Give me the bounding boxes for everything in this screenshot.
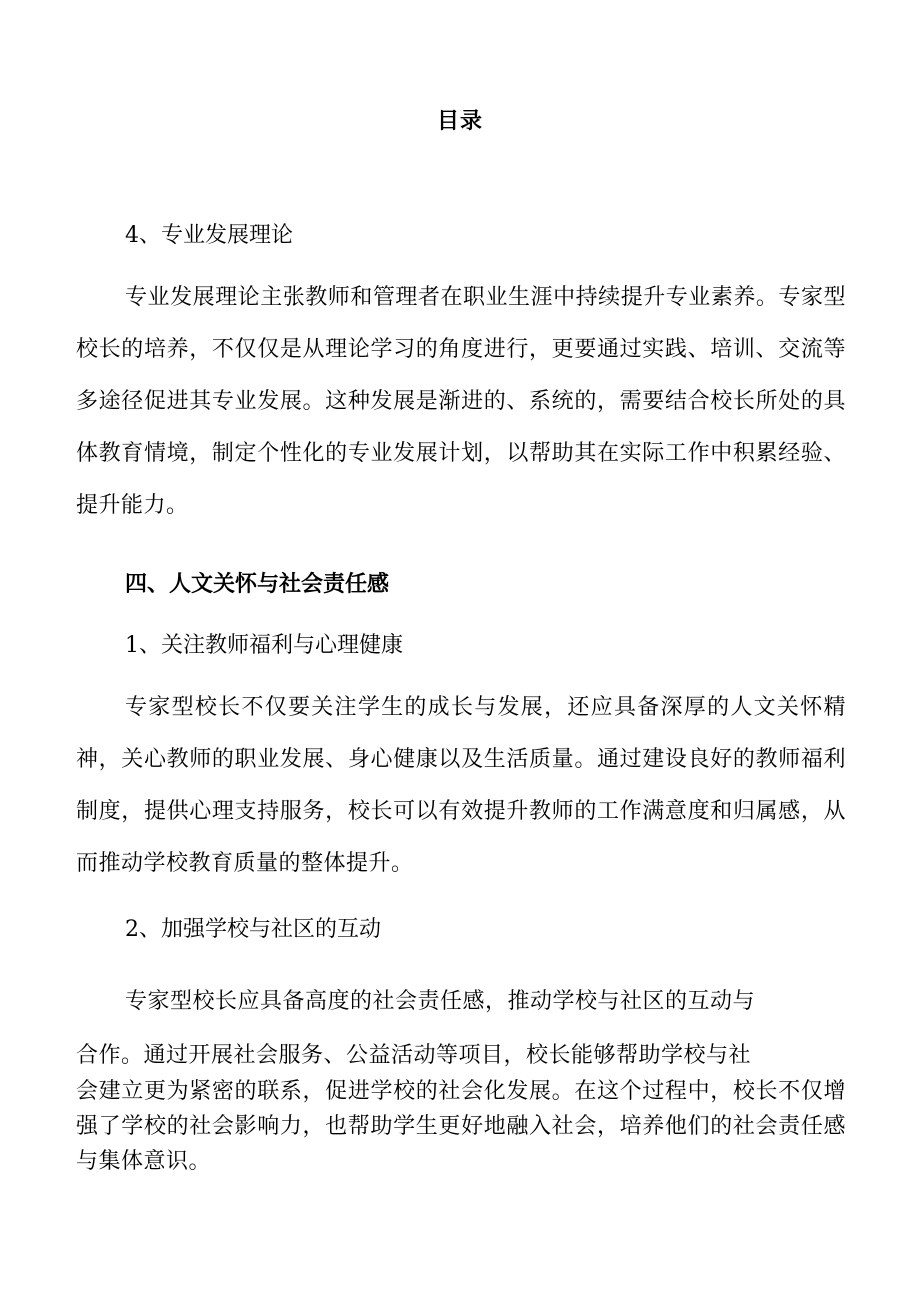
paragraph-school-community-line-1: 专家型校长应具备高度的社会责任感，推动学校与社区的互动与 xyxy=(125,989,756,1014)
chapter-heading-humanistic-care: 四、人文关怀与社会责任感 xyxy=(125,571,390,597)
paragraph-school-community-line-2: 合作。通过开展社会服务、公益活动等项目，校长能够帮助学校与社 xyxy=(76,1043,752,1068)
subheading-teacher-welfare: 1、关注教师福利与心理健康 xyxy=(125,633,403,658)
subheading-school-community: 2、加强学校与社区的互动 xyxy=(125,917,381,942)
paragraph-professional-development: 专业发展理论主张教师和管理者在职业生涯中持续提升专业素养。专家型校长的培养，不仅仅是从理论学习的角度进行，更要通过实践、培训、交流等多途径促进其专业发展。这种发展是渐进的、系统的，需要结合校长所处的具体教育情境，制定个性化的专业发展计划，以帮助其在实际工作中积累经验、提升能力。 xyxy=(76,285,846,518)
page-title: 目录 xyxy=(436,108,483,134)
paragraph-teacher-welfare: 专家型校长不仅要关注学生的成长与发展，还应具备深厚的人文关怀精神，关心教师的职业发展、身心健康以及生活质量。通过建设良好的教师福利制度，提供心理支持服务，校长可以有效提升教师的工作满意度和归属感，从而推动学校教育质量的整体提升。 xyxy=(76,695,846,876)
paragraph-school-community-rest: 会建立更为紧密的联系，促进学校的社会化发展。在这个过程中，校长不仅增强了学校的社会影响力，也帮助学生更好地融入社会，培养他们的社会责任感与集体意识。 xyxy=(76,1079,846,1174)
section-heading-professional-development: 4、专业发展理论 xyxy=(125,223,293,248)
